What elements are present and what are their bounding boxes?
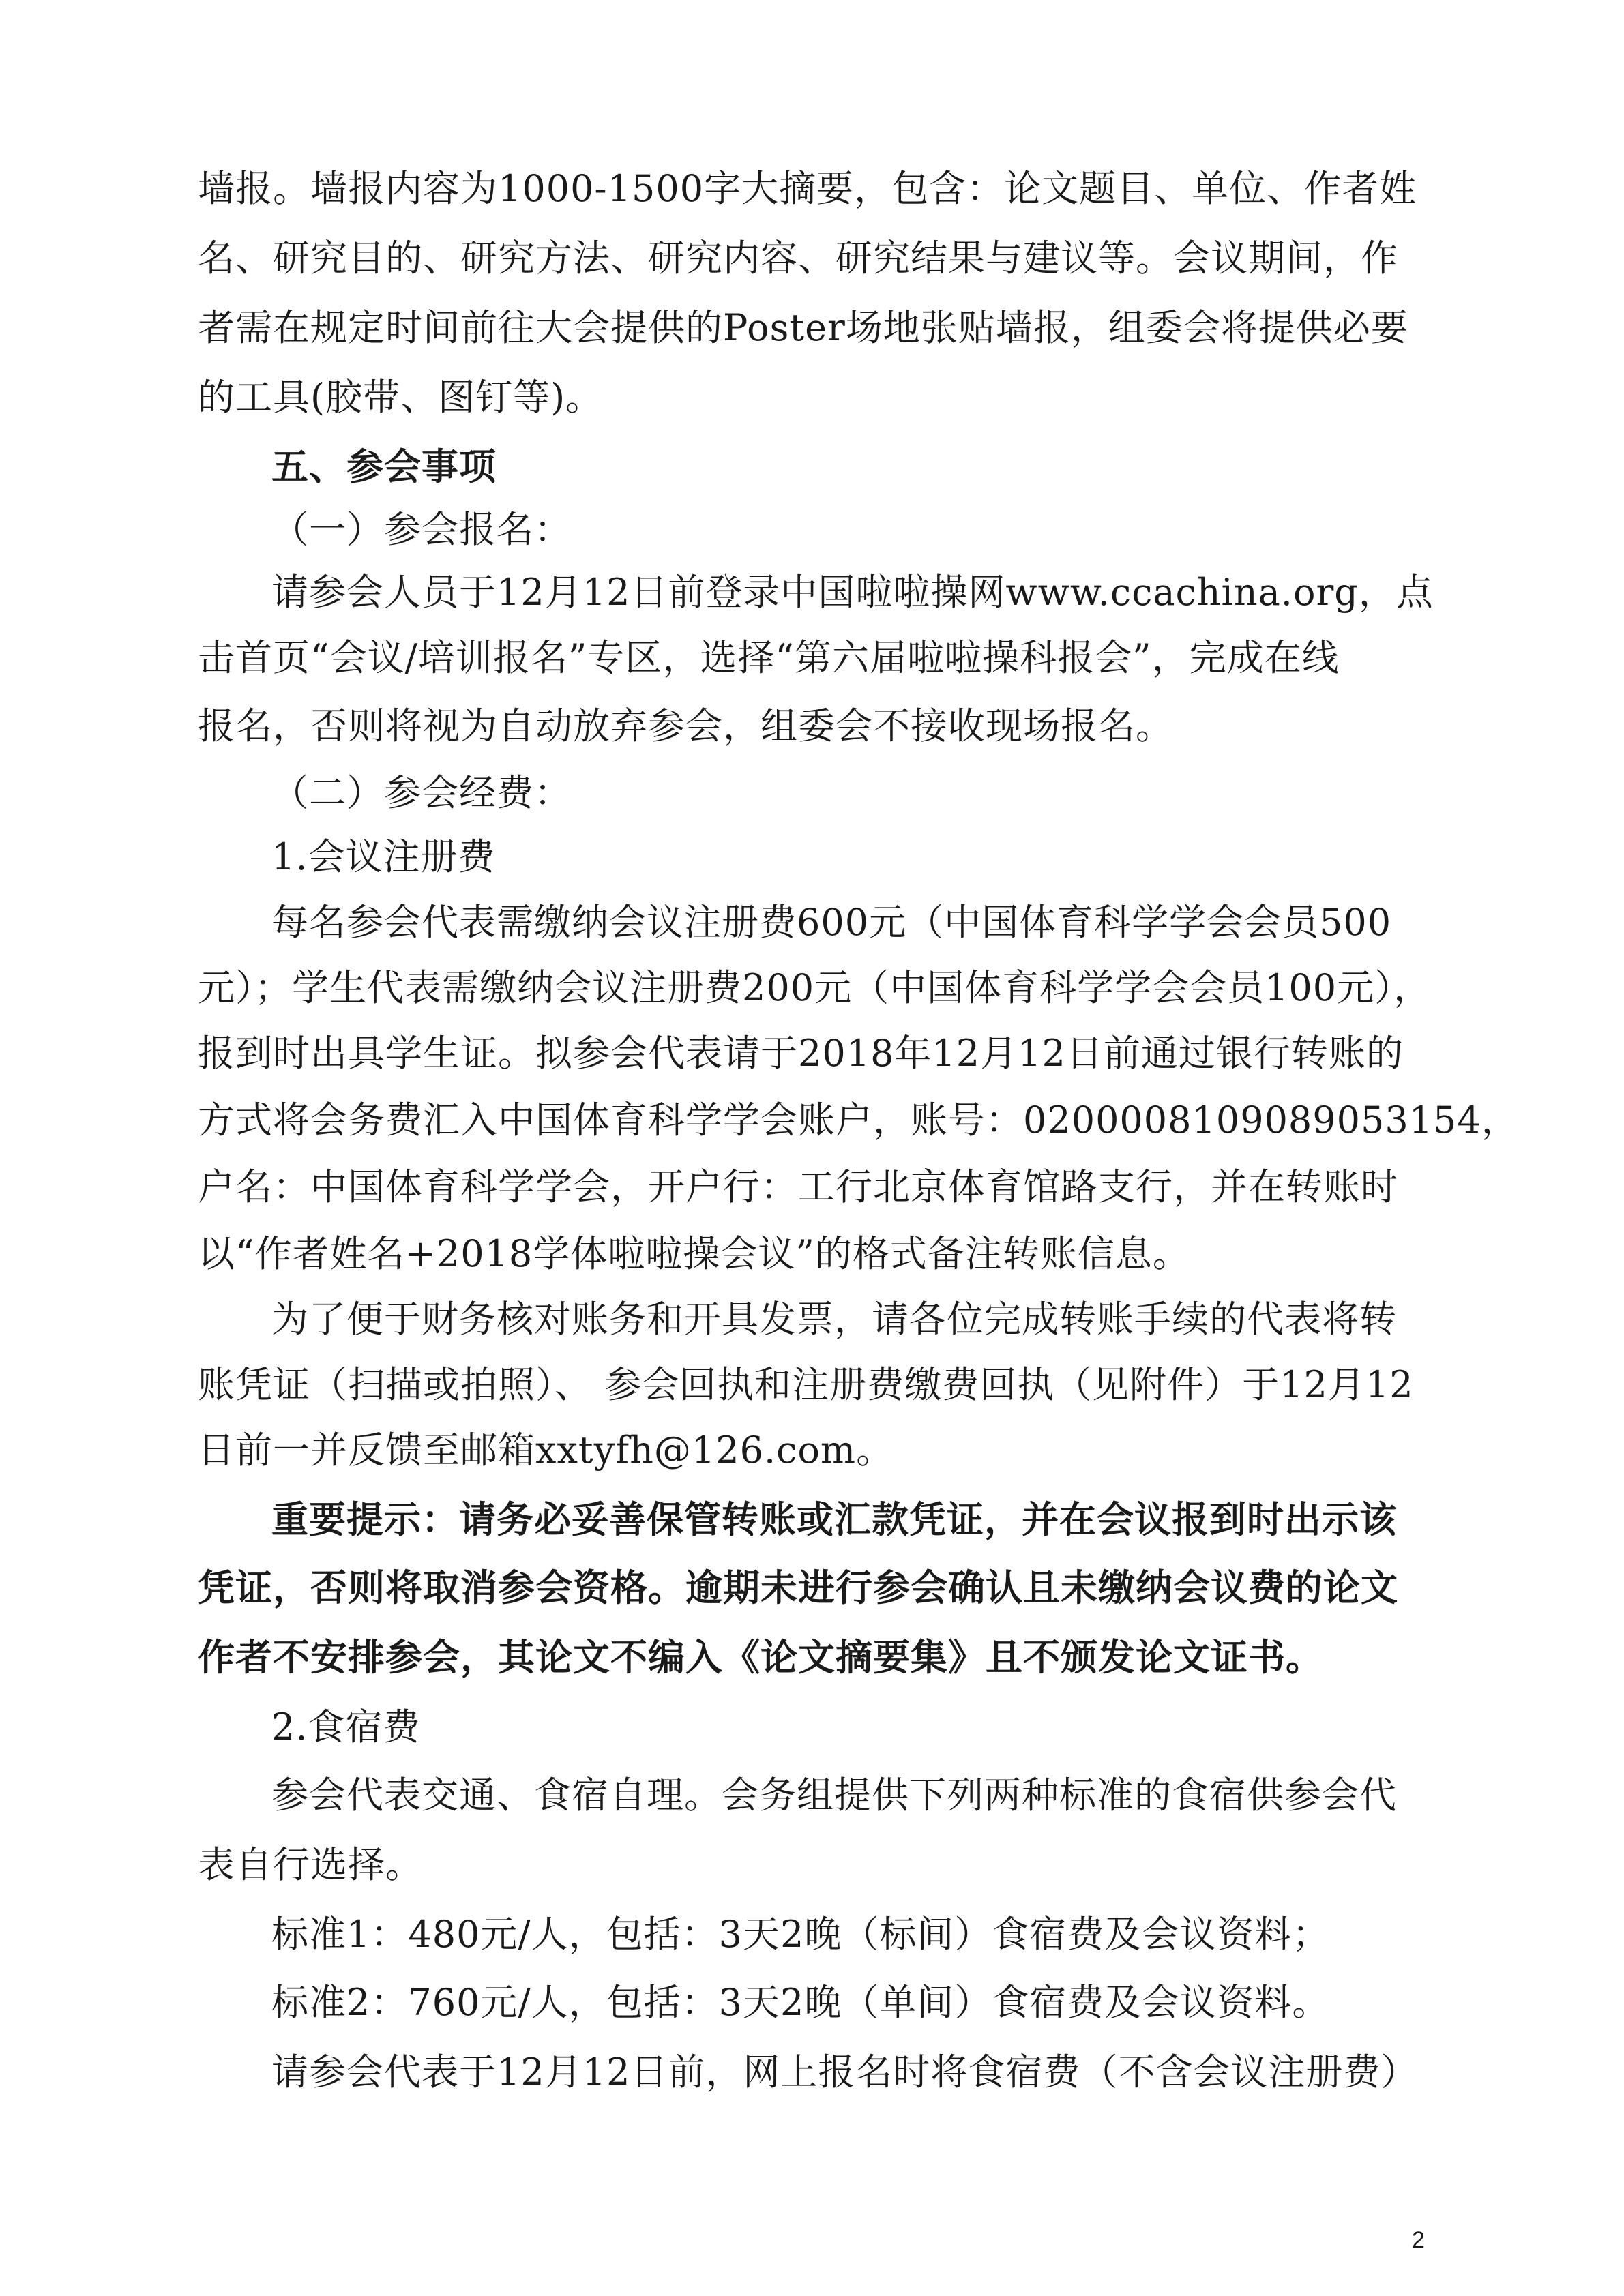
paragraph-line: 为了便于财务核对账务和开具发票，请各位完成转账手续的代表将转 <box>271 1298 1397 1341</box>
paragraph-line: 户名：中国体育科学学会，开户行：工行北京体育馆路支行，并在转账时 <box>198 1165 1398 1208</box>
paragraph-line: 名、研究目的、研究方法、研究内容、研究结果与建议等。会议期间，作 <box>198 237 1398 280</box>
paragraph-line: 以“作者姓名+2018学体啦啦操会议”的格式备注转账信息。 <box>198 1232 1190 1275</box>
important-notice-line: 重要提示：请务必妥善保管转账或汇款凭证，并在会议报到时出示该 <box>271 1498 1397 1541</box>
paragraph-line: 表自行选择。 <box>198 1843 423 1886</box>
paragraph-line: 标准1：480元/人，包括：3天2晚（标间）食宿费及会议资料； <box>271 1913 1330 1956</box>
subsection-heading: （一）参会报名： <box>271 508 572 551</box>
important-notice-line: 作者不安排参会，其论文不编入《论文摘要集》且不颁发论文证书。 <box>198 1636 1323 1679</box>
important-notice-line: 凭证，否则将取消参会资格。逾期未进行参会确认且未缴纳会议费的论文 <box>198 1566 1398 1609</box>
paragraph-line: 方式将会务费汇入中国体育科学学会账户，账号：0200008109089053154， <box>198 1099 1519 1142</box>
item-heading: 2.食宿费 <box>271 1705 421 1748</box>
paragraph-line: 请参会人员于12月12日前登录中国啦啦操网www.ccachina.org，点 <box>271 571 1434 614</box>
paragraph-line: 账凭证（扫描或拍照）、 参会回执和注册费缴费回执（见附件）于12月12 <box>198 1363 1414 1406</box>
paragraph-line: 元）；学生代表需缴纳会议注册费200元（中国体育科学学会会员100元）， <box>198 966 1432 1009</box>
paragraph-line: 日前一并反馈至邮箱xxtyfh@126.com。 <box>198 1429 894 1472</box>
paragraph-line: 击首页“会议/培训报名”专区，选择“第六届啦啦操科报会”，完成在线 <box>198 636 1340 679</box>
paragraph-line: 墙报。墙报内容为1000-1500字大摘要，包含：论文题目、单位、作者姓 <box>198 167 1417 210</box>
paragraph-line: 报名，否则将视为自动放弃参会，组委会不接收现场报名。 <box>198 704 1173 747</box>
subsection-heading: （二）参会经费： <box>271 771 572 814</box>
paragraph-line: 者需在规定时间前往大会提供的Poster场地张贴墙报，组委会将提供必要 <box>198 306 1408 349</box>
paragraph-line: 报到时出具学生证。拟参会代表请于2018年12月12日前通过银行转账的 <box>198 1032 1404 1075</box>
paragraph-line: 标准2：760元/人，包括：3天2晚（单间）食宿费及会议资料。 <box>271 1981 1330 2024</box>
paragraph-line: 参会代表交通、食宿自理。会务组提供下列两种标准的食宿供参会代 <box>271 1774 1397 1817</box>
paragraph-line: 每名参会代表需缴纳会议注册费600元（中国体育科学学会会员500 <box>271 901 1392 944</box>
page-number: 2 <box>1412 2227 1425 2253</box>
paragraph-line: 请参会代表于12月12日前，网上报名时将食宿费（不含会议注册费） <box>271 2051 1419 2093</box>
item-heading: 1.会议注册费 <box>271 835 496 878</box>
section-heading: 五、参会事项 <box>271 445 497 488</box>
paragraph-line: 的工具(胶带、图钉等)。 <box>198 376 604 419</box>
